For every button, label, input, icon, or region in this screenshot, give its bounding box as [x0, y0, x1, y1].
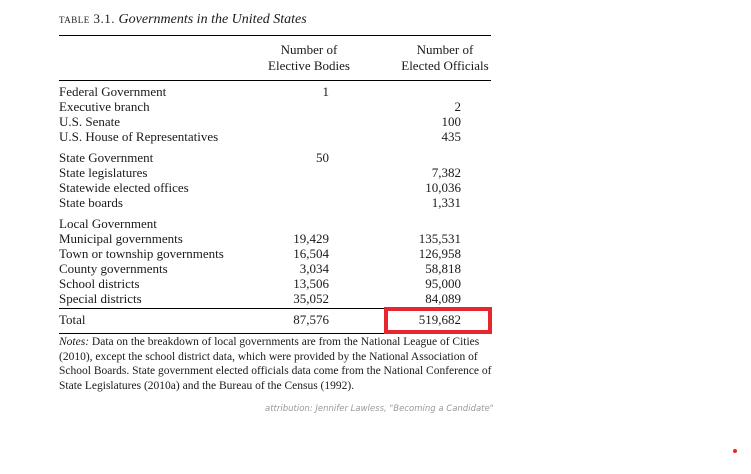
table-row	[59, 84, 491, 99]
table-notes	[59, 335, 493, 393]
total-highlight-box	[384, 307, 492, 334]
row-label: U.S. House of Representatives	[59, 129, 219, 144]
table-row	[59, 276, 491, 291]
table-row	[59, 114, 491, 129]
row-officials: 58,818	[425, 261, 461, 276]
attribution: attribution: Jennifer Lawless, "Becoming a Candidate"	[265, 404, 494, 414]
row-label: School districts	[59, 276, 140, 291]
table-row	[59, 231, 491, 246]
row-bodies: 35,052	[293, 291, 329, 306]
total-officials: 519,682	[418, 312, 461, 327]
row-bodies: 3,034	[299, 261, 329, 276]
table-row	[59, 246, 491, 261]
column-header-line: Number of	[416, 42, 474, 57]
row-label: State boards	[59, 195, 123, 210]
top-rule	[59, 35, 491, 36]
table-row	[59, 99, 491, 114]
table-row	[59, 165, 491, 180]
table-caption	[59, 11, 307, 28]
table-row	[59, 291, 491, 306]
row-label: Statewide elected offices	[59, 180, 189, 195]
table-row	[59, 129, 491, 144]
row-label: Federal Government	[59, 84, 167, 99]
row-label: State Government	[59, 150, 154, 165]
row-officials: 95,000	[425, 276, 461, 291]
header-rule	[59, 80, 491, 81]
table-row	[59, 180, 491, 195]
row-label: U.S. Senate	[59, 114, 121, 129]
red-dot	[733, 449, 737, 453]
row-label: Executive branch	[59, 99, 150, 114]
column-header-line: Elected Officials	[401, 58, 489, 73]
row-label: State legislatures	[59, 165, 148, 180]
row-officials: 126,958	[418, 246, 461, 261]
table-row	[59, 216, 491, 231]
table-row	[59, 150, 491, 165]
row-officials: 84,089	[425, 291, 461, 306]
row-label: Special districts	[59, 291, 142, 306]
row-officials: 135,531	[418, 231, 461, 246]
total-label: Total	[59, 312, 86, 327]
table-row	[59, 195, 491, 210]
column-header-line: Number of	[280, 42, 338, 57]
table-row	[59, 261, 491, 276]
notes-text: Data on the breakdown of local governments are from the National League of Cities (2010), except the school district data, which were provided by the National Association of School Boards. State government elected officials data come from the National Conference of State Legislatures (2010a) and the Bureau of the Census (1992).	[59, 336, 492, 392]
row-officials: 435	[441, 129, 461, 144]
row-label: Municipal governments	[59, 231, 183, 246]
row-officials: 7,382	[431, 165, 461, 180]
column-header-line: Elective Bodies	[268, 58, 350, 73]
column-header-elected-officials	[387, 42, 503, 74]
row-officials: 1,331	[431, 195, 461, 210]
row-bodies: 50	[316, 150, 329, 165]
row-bodies: 19,429	[293, 231, 329, 246]
notes-label: Notes:	[59, 336, 90, 348]
row-label: County governments	[59, 261, 168, 276]
row-officials: 100	[441, 114, 461, 129]
row-bodies: 1	[322, 84, 329, 99]
table-title: Governments in the United States	[118, 12, 307, 27]
row-bodies: 16,504	[293, 246, 329, 261]
column-header-elective-bodies	[259, 42, 359, 74]
table-number: table 3.1.	[59, 11, 116, 26]
row-officials: 10,036	[425, 180, 461, 195]
total-bodies: 87,576	[293, 312, 329, 327]
row-bodies: 13,506	[293, 276, 329, 291]
row-label: Local Government	[59, 216, 157, 231]
row-label: Town or township governments	[59, 246, 224, 261]
row-officials: 2	[454, 99, 461, 114]
